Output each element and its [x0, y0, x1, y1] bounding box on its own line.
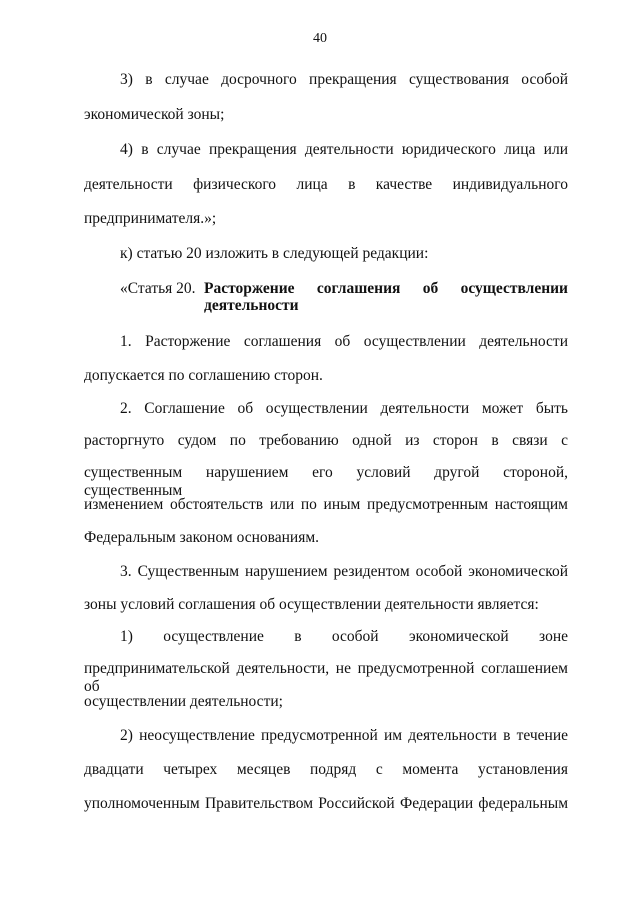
text-line: 2. Соглашение об осуществлении деятельности может быть: [120, 400, 568, 417]
page-number: 40: [313, 31, 327, 46]
text-line: уполномоченным Правительством Российской Федерации федеральным: [84, 795, 568, 812]
text-line: Федеральным законом основаниям.: [84, 529, 320, 546]
text-line: 1) осуществление в особой экономической зоне: [120, 628, 568, 645]
text-line: осуществлении деятельности;: [84, 693, 283, 710]
text-line: расторгнуто судом по требованию одной из сторон в связи с: [84, 432, 568, 449]
text-line: двадцати четырех месяцев подряд с момента установления: [84, 761, 568, 778]
text-line: предпринимателя.»;: [84, 210, 217, 227]
article-heading-line2: деятельности: [204, 297, 299, 314]
text-line: существенным нарушением его условий другой стороной, существенным: [84, 464, 568, 499]
text-line: 2) неосуществление предусмотренной им деятельности в течение: [120, 727, 568, 744]
article-label: «Статья 20.: [120, 280, 196, 297]
text-line: деятельности физического лица в качестве индивидуального: [84, 176, 568, 193]
text-line: к) статью 20 изложить в следующей редакции:: [120, 245, 429, 262]
text-line: 3. Существенным нарушением резидентом особой экономической: [120, 563, 568, 580]
text-line: допускается по соглашению сторон.: [84, 367, 323, 384]
text-line: предпринимательской деятельности, не предусмотренной соглашением об: [84, 660, 568, 695]
article-heading-line1: Расторжение соглашения об осуществлении: [204, 280, 568, 297]
text-line: изменением обстоятельств или по иным предусмотренным настоящим: [84, 496, 568, 513]
text-line: 1. Расторжение соглашения об осуществлении деятельности: [120, 333, 568, 350]
text-line: зоны условий соглашения об осуществлении деятельности является:: [84, 596, 539, 613]
text-line: 3) в случае досрочного прекращения существования особой: [120, 71, 568, 88]
text-line: экономической зоны;: [84, 106, 225, 123]
text-line: 4) в случае прекращения деятельности юридического лица или: [120, 141, 568, 158]
